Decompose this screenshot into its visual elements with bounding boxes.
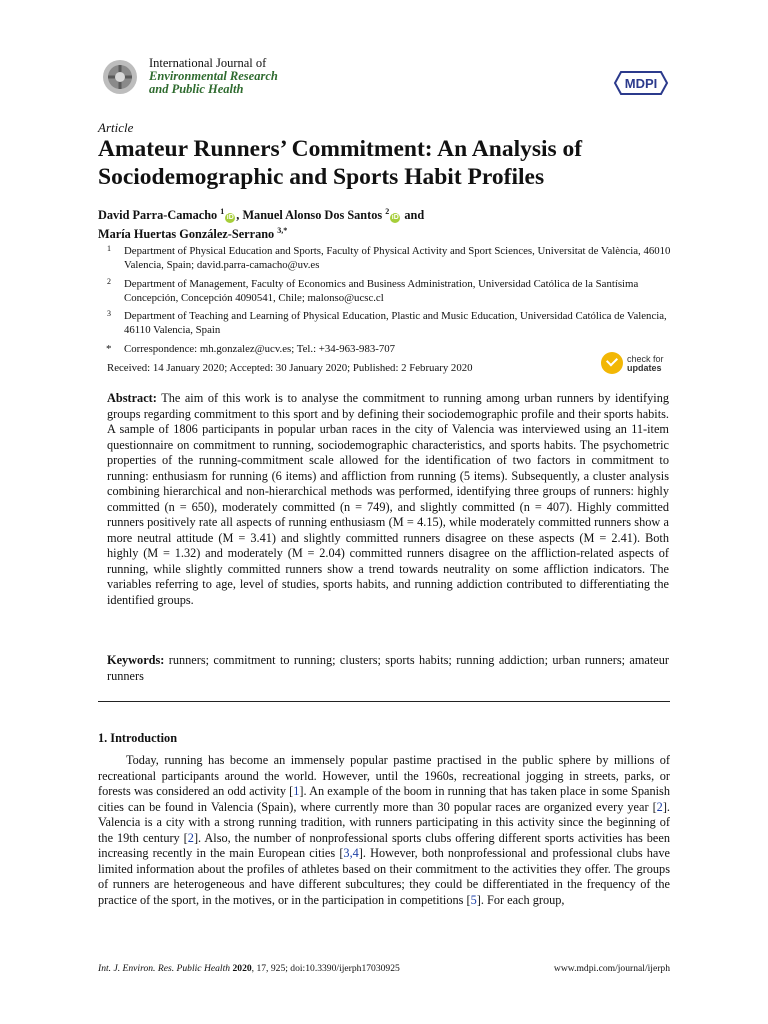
author-affil-sup: 1 bbox=[220, 207, 225, 216]
affiliation-item bbox=[98, 309, 678, 338]
abstract bbox=[107, 391, 669, 608]
affiliation-text: Department of Physical Education and Sports, Faculty of Physical Activity and Sport Sciences, Universitat de València, 46010 Valencia, Spain; david.parra-camacho@uv.es bbox=[124, 245, 671, 272]
footer-url[interactable]: www.mdpi.com/journal/ijerph bbox=[553, 963, 670, 974]
orcid-icon[interactable]: iD bbox=[391, 214, 399, 222]
journal-line-1: International Journal of bbox=[149, 56, 267, 70]
abstract-label: Abstract: bbox=[107, 391, 157, 405]
introduction-paragraph bbox=[98, 753, 670, 908]
body-text: ]. For each group, bbox=[476, 892, 565, 907]
affiliation-number: 2 bbox=[107, 276, 111, 286]
footer-year: 2020 bbox=[232, 963, 252, 974]
keywords-label: Keywords: bbox=[107, 653, 165, 667]
author-name[interactable]: David Parra-Camacho bbox=[98, 208, 218, 223]
affiliation-text: Department of Management, Faculty of Economics and Business Administration, Universidad Católica de la Santísima Concepción, Concepción 4090541, Chile; malonso@ucsc.cl bbox=[124, 277, 639, 304]
check-for-updates-button[interactable] bbox=[601, 352, 681, 378]
orcid-icon[interactable]: iD bbox=[226, 214, 234, 222]
correspondence-text: Correspondence: mh.gonzalez@ucv.es; Tel.: +34-963-983-707 bbox=[124, 342, 396, 355]
citation-link[interactable]: 3,4 bbox=[343, 846, 359, 860]
article-type: Article bbox=[98, 120, 134, 135]
keywords-text: runners; commitment to running; clusters; sports habits; running addiction; urban runners; amateur runners bbox=[107, 653, 669, 683]
section-heading: 1. Introduction bbox=[98, 731, 178, 745]
author-separator: , bbox=[236, 208, 243, 223]
body-text: ]. However, both nonprofessional and professional clubs have limited information about the profiles of athletes based on their commitment to the activities they offer. The groups of runners are heterogeneous and have different subcultures; they could be differentiated in the frequency of the practice of the sport, in the motives, or in the participation in competitions [ bbox=[98, 846, 670, 907]
journal-logo-icon bbox=[98, 58, 142, 96]
citation-link[interactable]: 1 bbox=[293, 784, 300, 798]
footer-citation bbox=[98, 963, 400, 974]
body-text: ]. Valencia is a city with a strong running tradition, with runners participating in this activity since the beginning of the 19th century [ bbox=[98, 799, 670, 845]
journal-name bbox=[149, 57, 278, 96]
author-affil-sup: 2 bbox=[385, 207, 390, 216]
affiliation-text: Department of Teaching and Learning of Physical Education, Plastic and Music Education, Universidad Católica de Valencia, 46110 Valencia, Spain bbox=[124, 310, 667, 337]
affiliation-item bbox=[98, 277, 678, 306]
footer-journal: Int. J. Environ. Res. Public Health bbox=[98, 963, 231, 974]
author-list bbox=[98, 204, 678, 242]
body-text: Today, running has become an immensely popular pastime practised in the public sphere by millions of recreational participants around the world. However, until the 1960s, recreational jogging in streets, parks, or forests was considered an odd activity [ bbox=[98, 753, 670, 798]
citation-link[interactable]: 2 bbox=[187, 830, 194, 845]
footer-doi: , 17, 925; doi:10.3390/ijerph17030925 bbox=[251, 963, 400, 974]
affiliation-item bbox=[98, 244, 678, 273]
body-text: ]. An example of the boom in running that has taken place in some Spanish cities can be found in Valencia (Spain), where currently more than 30 popular races are organized every year [ bbox=[98, 784, 670, 814]
abstract-text: The aim of this work is to analyse the commitment to running among urban runners by identifying groups regarding commitment to this sport and by defining their sociodemographic profile and their sports habits. A sample of 1806 participants in popular urban races in the city of Valencia was interviewed using an 11-item questionnaire on commitment to running, sociodemographic characteristics, and sports habits. The psychometric properties of the running-commitment scale allowed for the identification of two factors in commitment to running: enthusiasm for running (6 items) and affliction from running (5 items). Subsequently, a cluster analysis combining hierarchical and non-hierarchical methods was performed, identifying three groups of runners: highly committed (n = 650), moderately committed (n = 749), and slightly committed (n = 407). Highly committed runners positively rate all aspects of running enthusiasm (M = 4.15), while moderately committed runners show a more neutral attitude (M = 3.41) and slightly committed runners disagree on these aspects (M = 2.41). Both highly (M = 1.32) and moderately (M = 2.04) committed runners disagree on the affliction-related aspects of running, while slightly committed runners show a trend towards neutrality on some affliction indicators. The variables referring to age, level of studies, sports habits, and running addiction contributed to differentiating the identified groups. bbox=[107, 391, 669, 607]
keywords bbox=[107, 653, 669, 684]
paper-title: Amateur Runners’ Commitment: An Analysis of Sociodemographic and Sports Habit Profiles bbox=[98, 136, 583, 190]
author-name[interactable]: María Huertas González-Serrano bbox=[98, 227, 275, 242]
body-text: ]. Also, the number of nonprofessional sports clubs offering different sports activities has been increasing recently in the main European cities [ bbox=[98, 830, 670, 860]
publication-dates: Received: 14 January 2020; Accepted: 30 January 2020; Published: 2 February 2020 bbox=[107, 362, 473, 374]
citation-link[interactable]: 5 bbox=[470, 892, 477, 907]
affiliation-number: 1 bbox=[107, 244, 111, 253]
author-name[interactable]: Manuel Alonso Dos Santos bbox=[242, 208, 383, 223]
author-separator: and bbox=[401, 208, 425, 223]
citation-link[interactable]: 2 bbox=[656, 799, 663, 814]
section-divider bbox=[98, 701, 670, 702]
check-updates-line1: check for bbox=[627, 354, 664, 364]
affiliation-number: 3 bbox=[107, 309, 111, 319]
affiliations bbox=[98, 244, 678, 356]
author-affil-sup: 3,* bbox=[277, 226, 288, 236]
affiliation-item bbox=[98, 342, 678, 356]
mdpi-logo-icon bbox=[613, 70, 669, 96]
journal-line-2: Environmental Research bbox=[149, 69, 278, 83]
mdpi-logo-text: MDPI bbox=[624, 76, 658, 91]
check-updates-line2: updates bbox=[627, 363, 662, 373]
check-icon bbox=[601, 352, 623, 374]
affiliation-number: * bbox=[106, 342, 112, 355]
journal-line-3: and Public Health bbox=[149, 82, 244, 96]
